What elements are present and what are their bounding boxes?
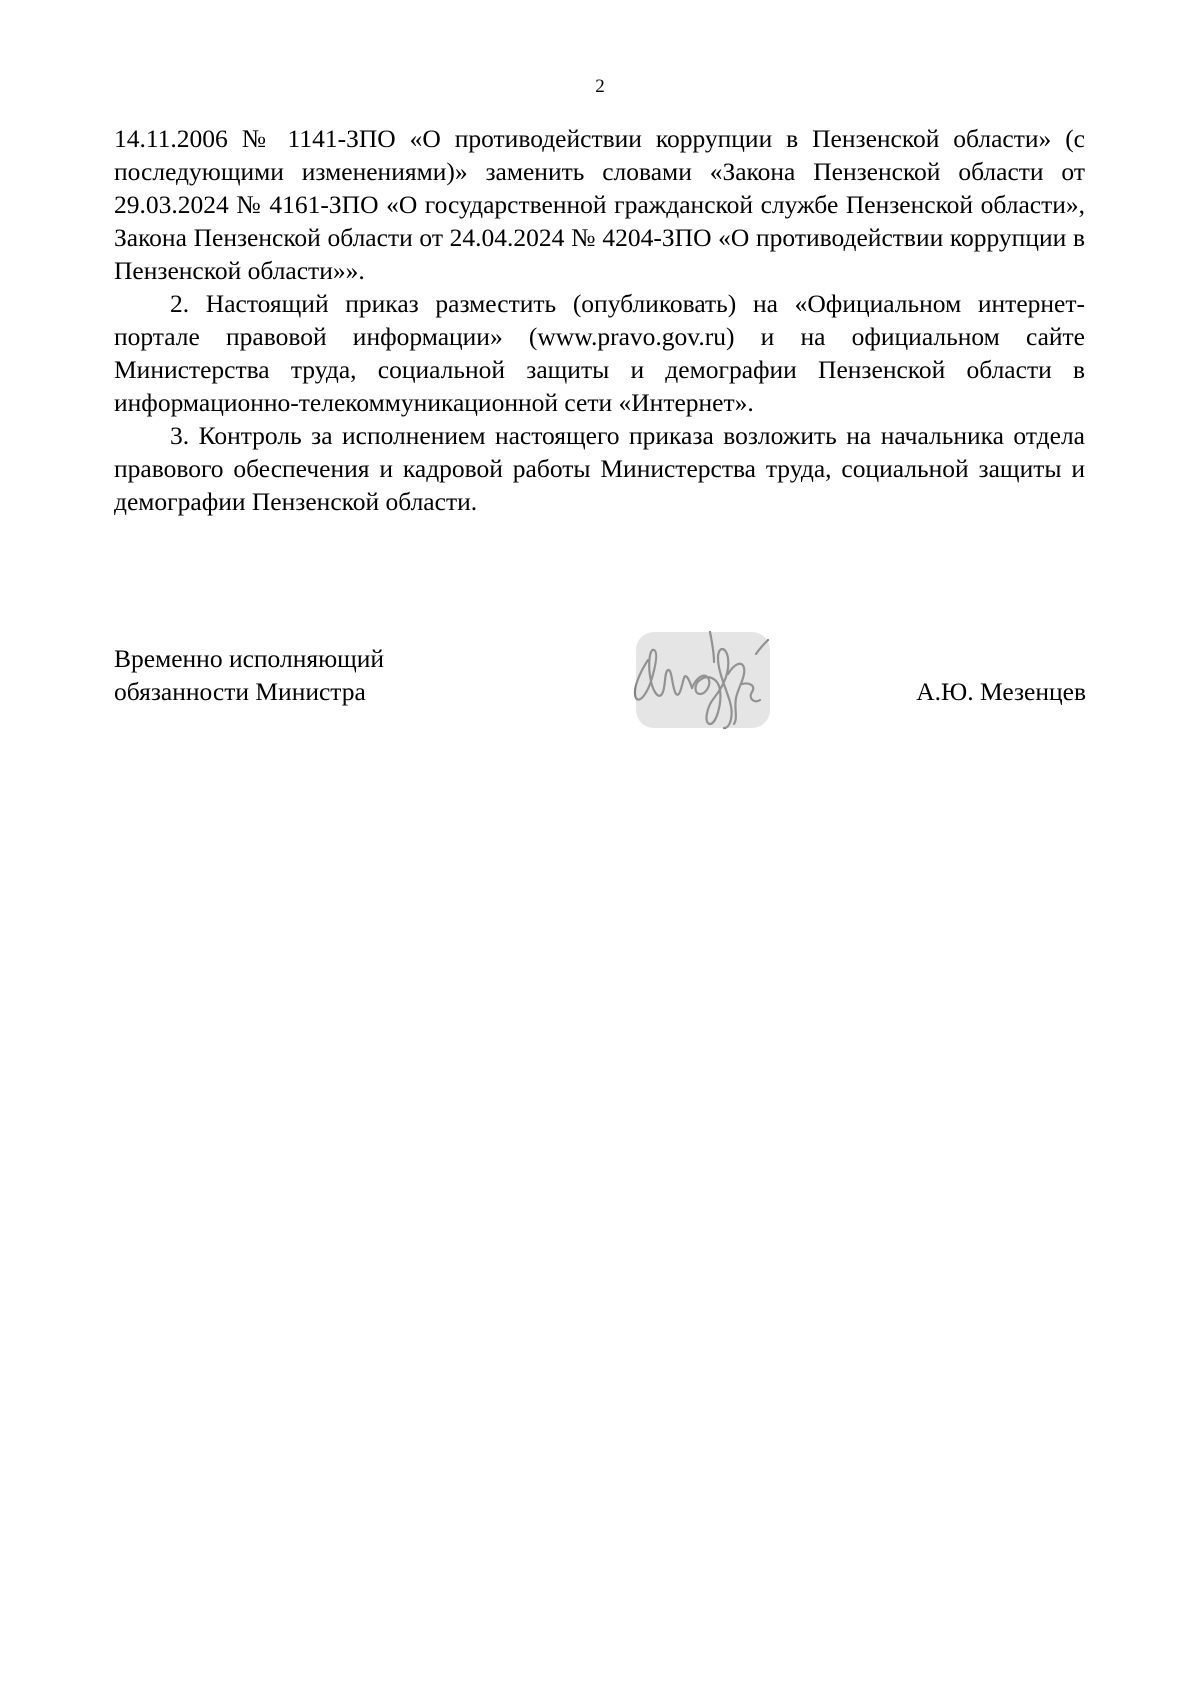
signatory-name: А.Ю. Мезенцев — [916, 677, 1086, 706]
paragraph-item-2: 2. Настоящий приказ разместить (опубликовать) на «Официальном интернет-портале правовой информации» (www.pravo.gov.ru) и на официальном сайте Министерства труда, социальной защиты и демографии Пензенской области в информационно-телекоммуникационной сети «Интернет». — [114, 289, 1085, 417]
signatory-position-line-2: обязанности Министра — [114, 677, 366, 706]
signatory-position-line-1: Временно исполняющий — [114, 644, 385, 673]
paragraph-item-3: 3. Контроль за исполнением настоящего приказа возложить на начальника отдела правового обеспечения и кадровой работы Министерства труда, социальной защиты и демографии Пензенской области. — [114, 421, 1085, 516]
page-number: 2 — [595, 76, 605, 97]
paragraph-continuation: 14.11.2006 № 1141-ЗПО «О противодействии коррупции в Пензенской области» (с последующими изменениями)» заменить словами «Закона Пензенской области от 29.03.2024 № 4161-ЗПО «О государственной гражданской службе Пензенской области», Закона Пензенской области от 24.04.2024 № 4204-ЗПО «О противодействии коррупции в Пензенской области»». — [114, 124, 1085, 285]
handwritten-signature-icon — [618, 612, 788, 737]
signatory-position — [114, 642, 384, 708]
document-body — [114, 122, 1085, 518]
